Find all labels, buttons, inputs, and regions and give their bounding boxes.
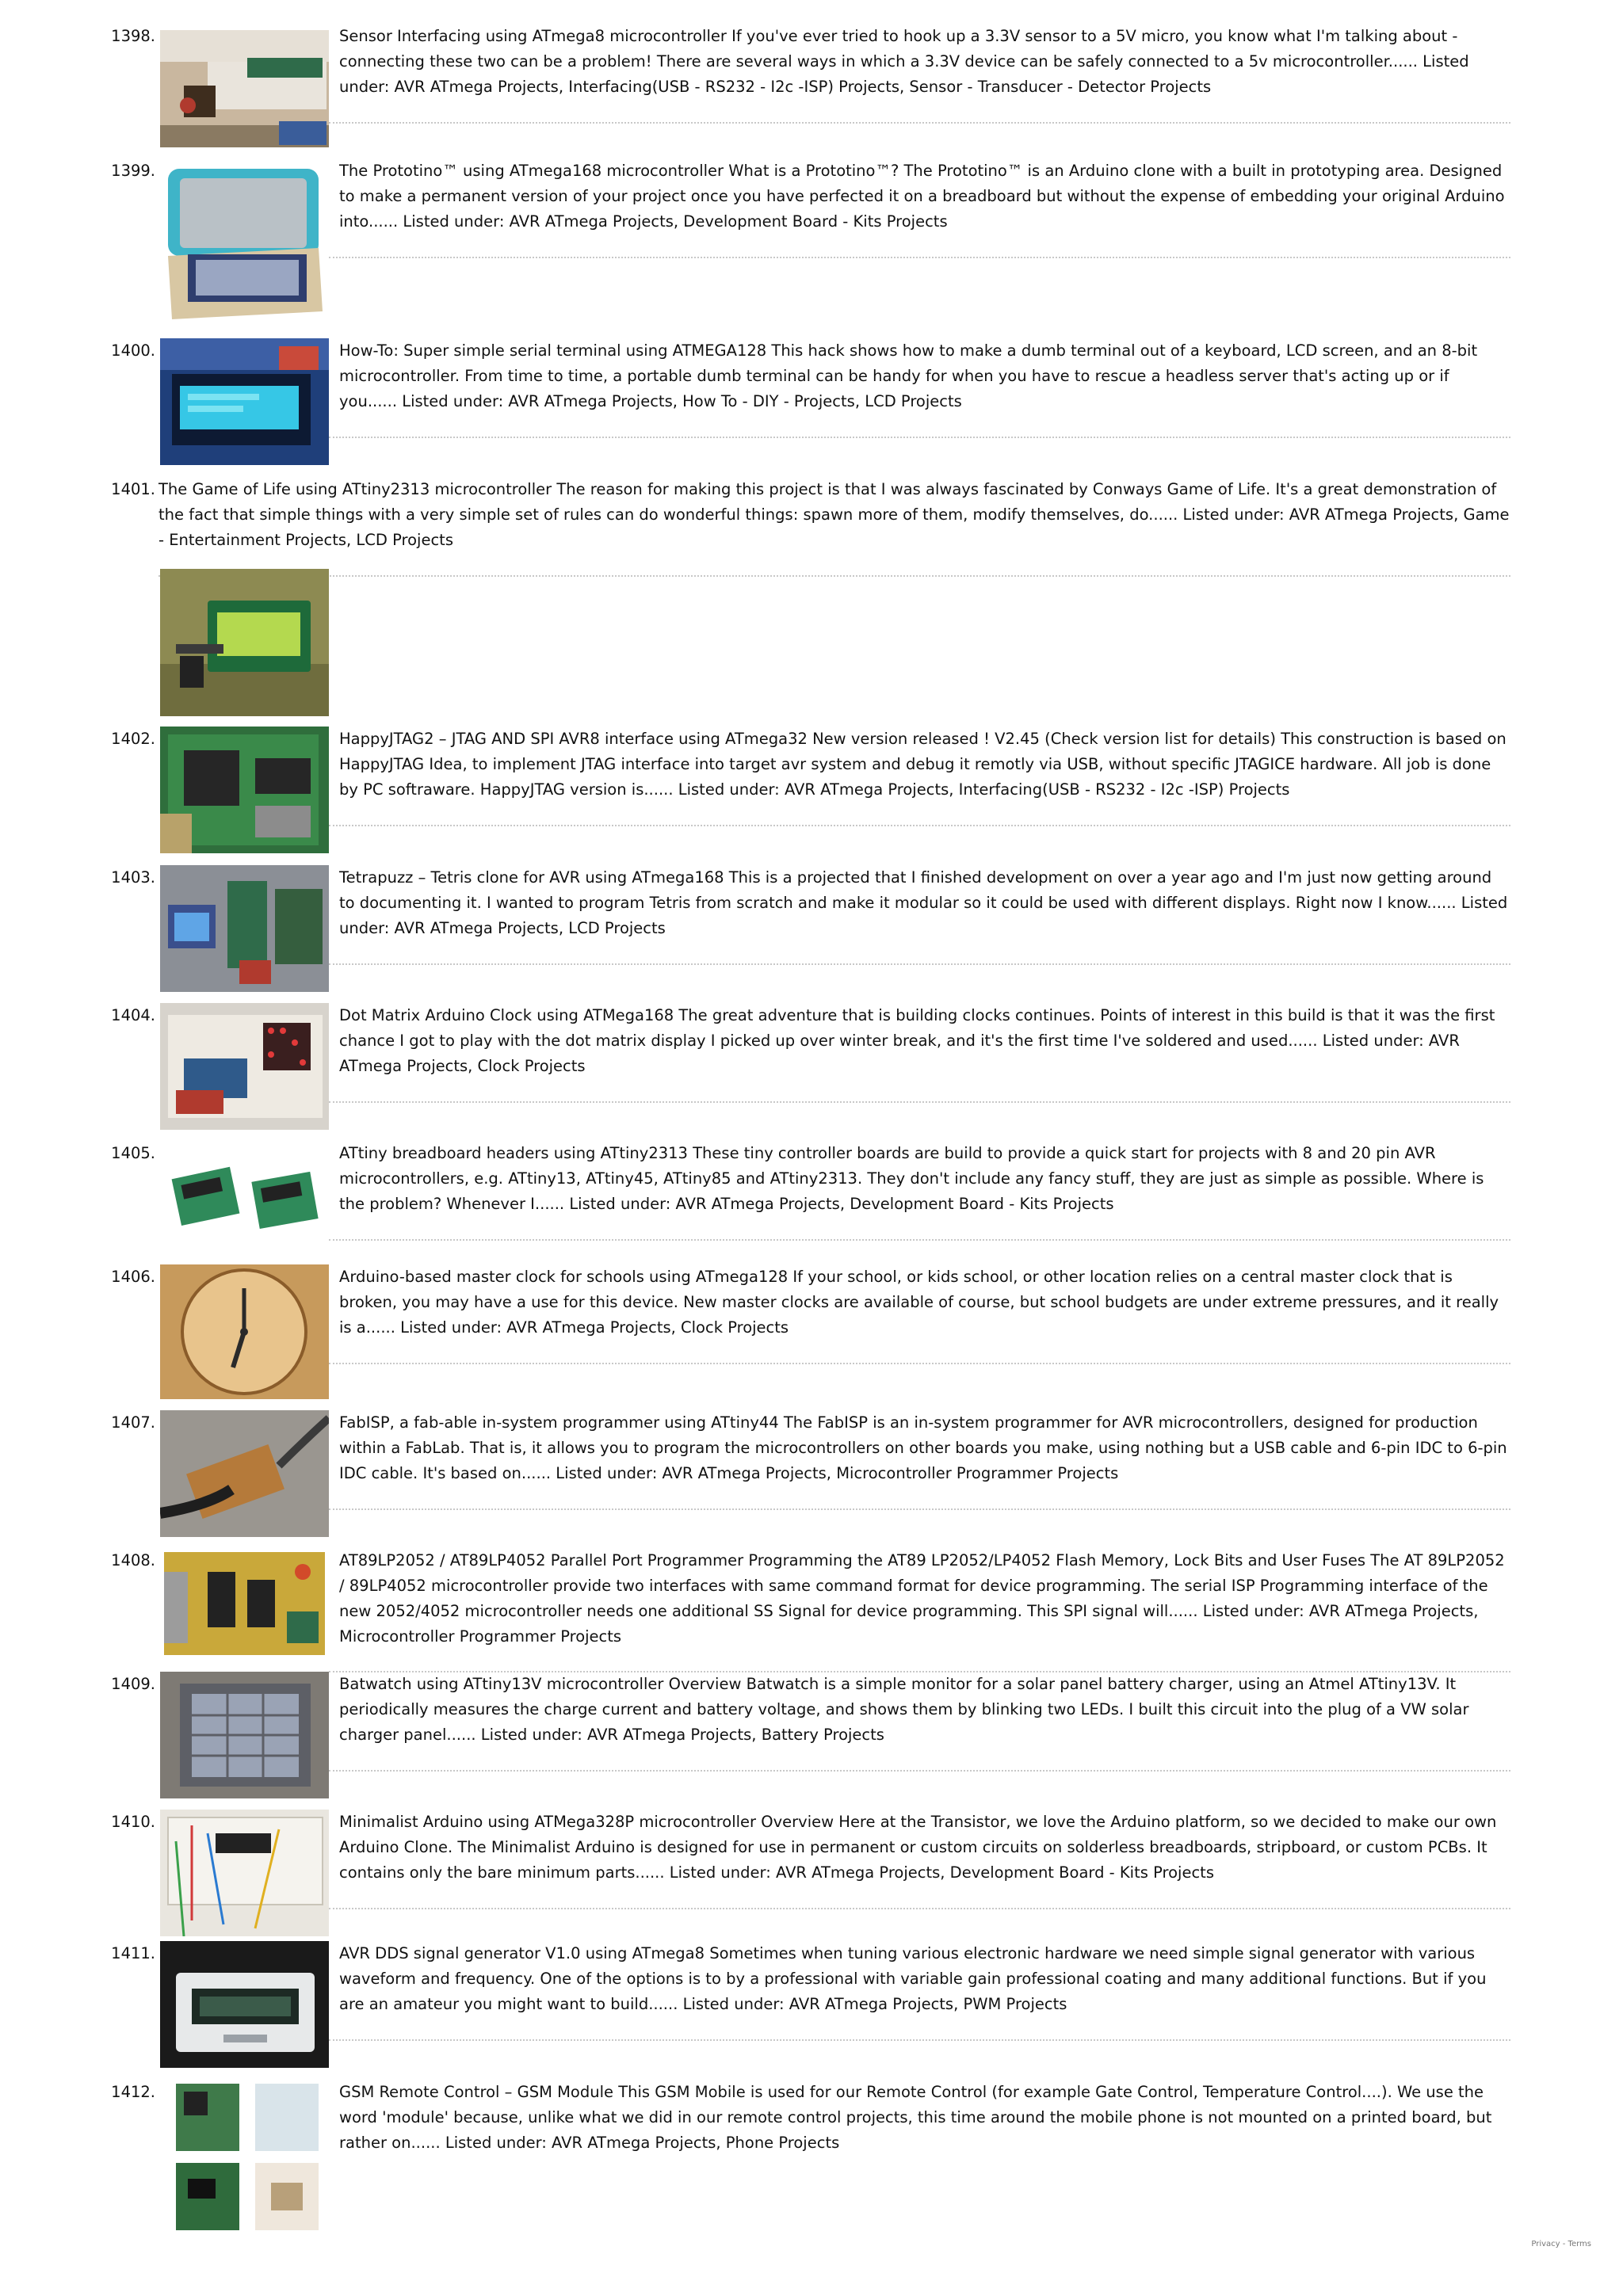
entry-description: Arduino-based master clock for schools using ATmega128 If your school, or kids school, or other location relies on a central master clock that is broken, you may have a use for this device. New master clocks are available of course, but school budgets are under extreme pressures, and it really is a...... Listed under: AVR ATmega Projects, Clock Projects [339,1268,1499,1337]
dot-matrix-clock-thumbnail[interactable] [160,1003,329,1130]
entry-description: Batwatch using ATtiny13V microcontroller Overview Batwatch is a simple monitor for a solar panel battery charger, using an Atmel ATtiny13V. It periodically measures the charge current and battery voltage, and shows them by blinking two LEDs. I built this circuit into the plug of a VW solar charger panel...... Listed under: AVR ATmega Projects, Battery Projects [339,1675,1469,1744]
entry-description: AT89LP2052 / AT89LP4052 Parallel Port Programmer Programming the AT89 LP2052/LP4052 Flash Memory, Lock Bits and User Fuses The AT 89LP2052 / 89LP4052 microcontroller provide two interfaces with same command format for device programming. The serial ISP Programming interface of the new 2052/4052 microcontroller needs one additional SS Signal for device programming. This SPI signal will...... Listed under: AVR ATmega Projects, Microcontroller Programmer Projects [339,1551,1505,1646]
entry-number: 1405. [111,1144,155,1162]
entry-number: 1411. [111,1944,155,1962]
entry-description: ATtiny breadboard headers using ATtiny2313 These tiny controller boards are build to provide a quick start for projects with 8 and 20 pin AVR microcontrollers, e.g. ATtiny13, ATtiny45, ATtiny85 and ATtiny2313. They don't include any fancy stuff, they are just as simple as possible. Where is the problem? Whenever I...... Listed under: AVR ATmega Projects, Development Board - Kits Projects [339,1144,1484,1213]
entry-description: The Game of Life using ATtiny2313 microcontroller The reason for making this project is that I was always fascinated by Conways Game of Life. It's a great demonstration of the fact that simple things with a very simple set of rules can do wonderful things: spawn more of them, modify themselves, do...... Listed under: AVR ATmega Projects, Game - Entertainment Projects, LCD Projects [158,480,1510,549]
privacy-terms-link[interactable]: Privacy - Terms [1531,2240,1591,2248]
tetris-boards-thumbnail[interactable] [160,865,329,992]
parallel-programmer-thumbnail[interactable] [160,1548,329,1659]
entry-number: 1398. [111,27,155,45]
entry-divider [158,575,1510,577]
entry-number: 1406. [111,1268,155,1286]
entry-number: 1409. [111,1675,155,1693]
entry-description: The Prototino™ using ATmega168 microcontroller What is a Prototino™? The Prototino™ is an Arduino clone with a built in prototyping area. Designed to make a permanent version of your project once you have perfected it on a breadboard but without the expense of embedding your original Arduino into...... Listed under: AVR ATmega Projects, Development Board - Kits Projects [339,162,1505,231]
entry-number: 1410. [111,1813,155,1831]
entry-number: 1403. [111,868,155,887]
entry-number: 1400. [111,341,155,360]
entry-divider [329,2039,1510,2041]
entry-divider [329,1770,1510,1772]
wall-clock-thumbnail[interactable] [160,1264,329,1399]
fabisp-thumbnail[interactable] [160,1410,329,1537]
entry-number: 1401. [111,480,155,498]
entry-number: 1404. [111,1006,155,1024]
entry-description: How-To: Super simple serial terminal using ATMEGA128 This hack shows how to make a dumb terminal out of a keyboard, LCD screen, and an 8-bit microcontroller. From time to time, a portable dumb terminal can be handy for when you have to rescue a headless server that's acting up or if you...... Listed under: AVR ATmega Projects, How To - DIY - Projects, LCD Projects [339,341,1478,410]
entry-description: Minimalist Arduino using ATMega328P microcontroller Overview Here at the Transistor, we love the Arduino platform, so we decided to make our own Arduino Clone. The Minimalist Arduino is designed for use in permanent or custom circuits on solderless breadboards, stripboard, or custom PCBs. It contains only the bare minimum parts...... Listed under: AVR ATmega Projects, Development Board - Kits Projects [339,1813,1497,1882]
entry-description: AVR DDS signal generator V1.0 using ATmega8 Sometimes when tuning various electronic hardware we need simple signal generator with various waveform and frequency. One of the options is to by a professional with variable gain professional coating and many additional functions. But if you are an amateur you might want to build...... Listed under: AVR ATmega Projects, PWM Projects [339,1944,1487,2013]
entry-divider [329,963,1510,965]
game-of-life-lcd-thumbnail[interactable] [160,569,329,716]
entry-divider [329,1508,1510,1510]
entry-divider [329,1908,1510,1909]
entry-description: Tetrapuzz – Tetris clone for AVR using ATmega168 This is a projected that I finished development on over a year ago and I'm just now getting around to documenting it. I wanted to program Tetris from scratch and make it modular so it could be used with different displays. Right now I know...... Listed under: AVR ATmega Projects, LCD Projects [339,868,1508,937]
entry-divider [329,437,1510,438]
gsm-module-thumbnail[interactable] [160,2080,329,2234]
entry-number: 1407. [111,1413,155,1432]
entry-divider [329,1239,1510,1241]
minimalist-arduino-thumbnail[interactable] [160,1810,329,1936]
entry-divider [329,1101,1510,1103]
entry-number: 1399. [111,162,155,180]
entry-description: HappyJTAG2 – JTAG AND SPI AVR8 interface using ATmega32 New version released ! V2.45 (Check version list for details) This construction is based on HappyJTAG Idea, to implement JTAG interface into target avr system and debug it remotly via USB, without specific JTAGICE hardware. All job is done by PC softraware. HappyJTAG version is...... Listed under: AVR ATmega Projects, Interfacing(USB - RS232 - I2c -ISP) Projects [339,730,1507,799]
entry-description: Sensor Interfacing using ATmega8 microcontroller If you've ever tried to hook up a 3.3V sensor to a 5V micro, you know what I'm talking about - connecting these two can be a problem! There are several ways in which a 3.3V device can be safely connected to a 5v microcontroller...... Listed under: AVR ATmega Projects, Interfacing(USB - RS232 - I2c -ISP) Projects, Sensor - Transducer - Detector Projects [339,27,1469,96]
entry-divider [329,1363,1510,1364]
entry-number: 1408. [111,1551,155,1569]
signal-generator-thumbnail[interactable] [160,1941,329,2068]
entry-number: 1402. [111,730,155,748]
breadboard-headers-thumbnail[interactable] [160,1141,329,1260]
entry-divider [329,122,1510,124]
entry-divider [329,825,1510,826]
entry-number: 1412. [111,2083,155,2101]
entry-description: FabISP, a fab-able in-system programmer using ATtiny44 The FabISP is an in-system programmer for AVR microcontrollers, designed for production within a FabLab. That is, it allows you to program the microcontrollers on other boards you make, using nothing but a USB cable and 6-pin IDC to 6-pin IDC cable. It's based on...... Listed under: AVR ATmega Projects, Microcontroller Programmer Projects [339,1413,1507,1482]
entry-divider [329,257,1510,258]
entry-description: Dot Matrix Arduino Clock using ATMega168 The great adventure that is building clocks continues. Points of interest in this build is that it was the first chance I got to play with the dot matrix display I picked up over winter break, and it's the first time I've soldered and used...... Listed under: AVR ATmega Projects, Clock Projects [339,1006,1495,1075]
entry-description: GSM Remote Control – GSM Module This GSM Mobile is used for our Remote Control (for example Gate Control, Temperature Control....). We use the word 'module' because, unlike what we did in our remote control projects, this time around the mobile phone is not mounted on a printed board, but rather on...... Listed under: AVR ATmega Projects, Phone Projects [339,2083,1492,2152]
sensor-board-thumbnail[interactable] [160,30,329,147]
prototino-tin-thumbnail[interactable] [160,161,329,327]
jtag-board-thumbnail[interactable] [160,727,329,853]
lcd-terminal-thumbnail[interactable] [160,338,329,465]
solar-panel-thumbnail[interactable] [160,1672,329,1798]
